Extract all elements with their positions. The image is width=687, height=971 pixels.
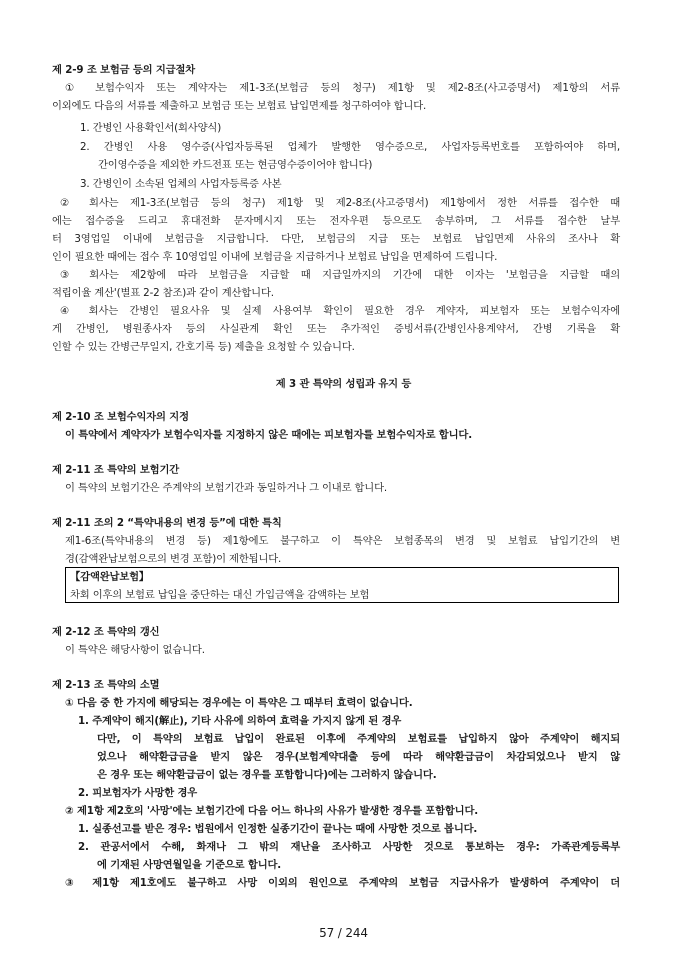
article-2-9-para1-line1: ① 보험수익자 또는 계약자는 제1-3조(보험금 등의 청구) 제1항 및 제2-8조(사고증명서) 제1항의 서류 bbox=[65, 82, 620, 94]
article-2-9-para2-line3: 터 3영업일 이내에 보험금을 지급합니다. 다만, 보험금의 지급 또는 보험료 납입면제 사유의 조사나 확 bbox=[52, 233, 620, 245]
article-2-13-item1-line3: 었으나 해약환급금을 받지 않은 경우(보험계약대출 등에 따라 해약환급금이 차감되었으나 받지 않 bbox=[97, 751, 620, 763]
article-2-9-para1-line2: 이외에도 다음의 서류를 제출하고 보험금 또는 보험료 납입면제를 청구하여야 합니다. bbox=[52, 100, 427, 112]
article-2-13-title: 제 2-13 조 특약의 소멸 bbox=[52, 679, 160, 691]
article-2-9-para4-line2: 게 간병인, 병원종사자 등의 사실관계 확인 또는 추가적인 증빙서류(간병인사용계약서, 간병 기록을 확 bbox=[52, 323, 620, 335]
article-2-13-item1: 1. 주계약이 해지(解止), 기타 사유에 의하여 효력을 가지지 않게 된 경우 bbox=[78, 715, 402, 727]
article-2-9-para4-line3: 인할 수 있는 간병근무일지, 간호기록 등) 제출을 요청할 수 있습니다. bbox=[52, 341, 355, 353]
article-2-9-item3: 3. 간병인이 소속된 업체의 사업자등록증 사본 bbox=[80, 178, 282, 190]
article-2-9-para4-line1: ④ 회사는 간병인 필요사유 및 실제 사용여부 확인이 필요한 경우 계약자, 피보험자 또는 보험수익자에 bbox=[60, 305, 620, 317]
article-2-9-para3-line1: ③ 회사는 제2항에 따라 보험금을 지급할 때 지급일까지의 기간에 대한 이자는 '보험금을 지급할 때의 bbox=[60, 269, 620, 281]
article-2-11-title: 제 2-11 조 특약의 보험기간 bbox=[52, 464, 180, 476]
chapter-3-title: 제 3 관 특약의 성립과 유지 등 bbox=[275, 378, 412, 390]
article-2-12-title: 제 2-12 조 특약의 갱신 bbox=[52, 626, 160, 638]
article-2-9-para2-line4: 인이 필요한 때에는 접수 후 10영업일 이내에 보험금을 지급하거나 보험료 납입을 면제하여 드립니다. bbox=[52, 251, 498, 263]
article-2-11-text: 이 특약의 보험기간은 주계약의 보험기간과 동일하거나 그 이내로 합니다. bbox=[65, 482, 388, 494]
article-2-9-item2-line2: 간이영수증을 제외한 카드전표 또는 현금영수증이어야 합니다) bbox=[98, 159, 373, 171]
article-2-11-2-line1: 제1-6조(특약내용의 변경 등) 제1항에도 불구하고 이 특약은 보험종목의 변경 및 보험료 납입기간의 변 bbox=[65, 535, 620, 547]
article-2-13-para3-line1: ③ 제1항 제1호에도 불구하고 사망 이외의 원인으로 주계약의 보험금 지급사유가 발생하여 주계약이 더 bbox=[65, 877, 620, 889]
article-2-13-para2-item2-line1: 2. 관공서에서 수해, 화재나 그 밖의 재난을 조사하고 사망한 것으로 통보하는 경우: 가족관계등록부 bbox=[78, 841, 620, 853]
article-2-13-para2: ② 제1항 제2호의 '사망'에는 보험기간에 다음 어느 하나의 사유가 발생한 경우를 포함합니다. bbox=[65, 805, 479, 817]
definition-box-text: 차회 이후의 보험료 납입을 중단하는 대신 가입금액을 감액하는 보험 bbox=[70, 589, 370, 601]
article-2-9-title: 제 2-9 조 보험금 등의 지급절차 bbox=[52, 64, 196, 76]
article-2-11-2-title: 제 2-11 조의 2 “특약내용의 변경 등”에 대한 특칙 bbox=[52, 517, 282, 529]
article-2-11-2-line2: 경(감액완납보험으로의 변경 포함)이 제한됩니다. bbox=[65, 553, 282, 565]
article-2-9-item1: 1. 간병인 사용확인서(회사양식) bbox=[80, 122, 222, 134]
article-2-13-item2: 2. 피보험자가 사망한 경우 bbox=[78, 787, 198, 799]
article-2-13-item1-line2: 다만, 이 특약의 보험료 납입이 완료된 이후에 주계약의 보험료를 납입하지 않아 주계약이 해지되 bbox=[97, 733, 620, 745]
article-2-13-para2-item2-line2: 에 기재된 사망연월일을 기준으로 합니다. bbox=[97, 859, 282, 871]
article-2-9-para2-line2: 에는 접수증을 드리고 휴대전화 문자메시지 또는 전자우편 등으로도 송부하며, 그 서류를 접수한 날부 bbox=[52, 215, 620, 227]
article-2-9-item2-line1: 2. 간병인 사용 영수증(사업자등록된 업체가 발행한 영수증으로, 사업자등록번호를 포함하여야 하며, bbox=[80, 141, 620, 153]
article-2-13-item1-line4: 은 경우 또는 해약환급금이 없는 경우를 포함합니다)에는 그러하지 않습니다. bbox=[97, 769, 437, 781]
article-2-13-para2-item1: 1. 실종선고를 받은 경우: 법원에서 인정한 실종기간이 끝나는 때에 사망한 것으로 봅니다. bbox=[78, 823, 478, 835]
article-2-10-text: 이 특약에서 계약자가 보험수익자를 지정하지 않은 때에는 피보험자를 보험수익자로 합니다. bbox=[65, 429, 472, 441]
article-2-10-title: 제 2-10 조 보험수익자의 지정 bbox=[52, 411, 189, 423]
article-2-9-para2-line1: ② 회사는 제1-3조(보험금 등의 청구) 제1항 및 제2-8조(사고증명서) 제1항에서 정한 서류를 접수한 때 bbox=[60, 197, 620, 209]
definition-box-title: 【감액완납보험】 bbox=[70, 571, 150, 583]
article-2-12-text: 이 특약은 해당사항이 없습니다. bbox=[65, 644, 205, 656]
article-2-13-para1: ① 다음 중 한 가지에 해당되는 경우에는 이 특약은 그 때부터 효력이 없습니다. bbox=[65, 697, 413, 709]
page-number: 57 / 244 bbox=[319, 926, 368, 940]
article-2-9-para3-line2: 적립이율 계산'(별표 2-2 참조)과 같이 계산합니다. bbox=[52, 287, 274, 299]
